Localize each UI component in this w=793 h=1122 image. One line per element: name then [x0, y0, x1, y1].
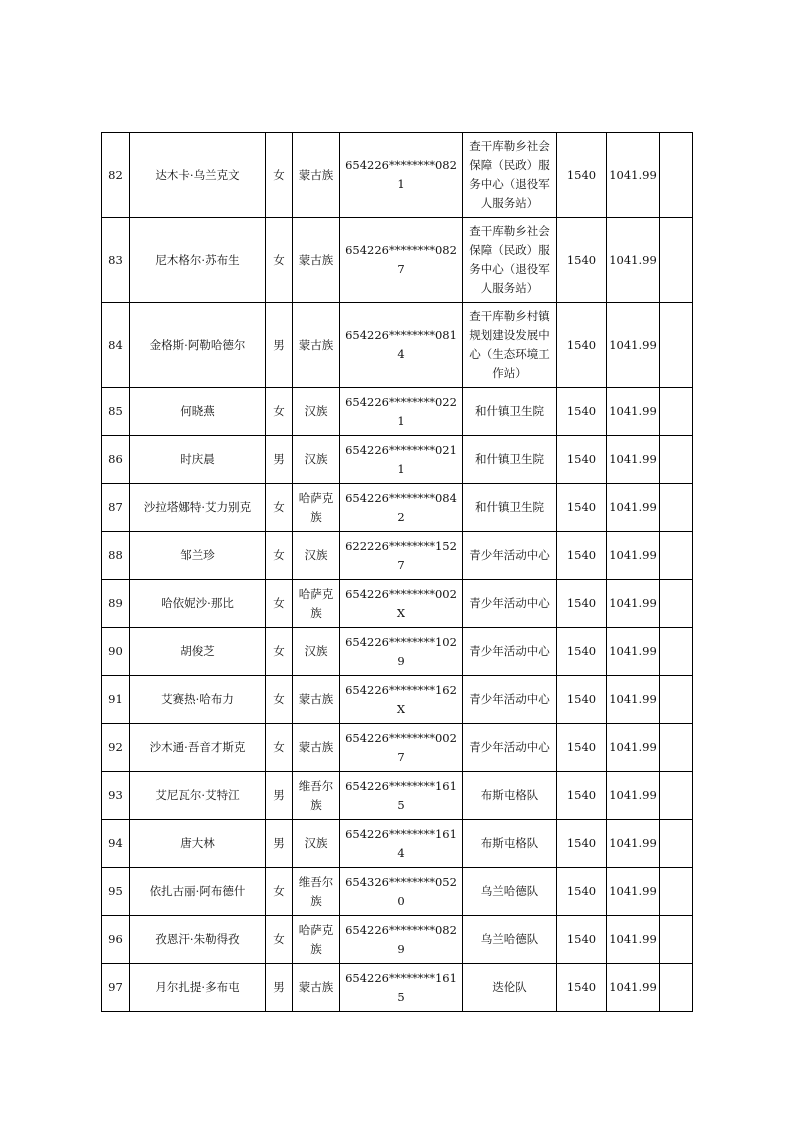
table-row: [102, 868, 693, 916]
amount-1-cell: 1540: [557, 218, 607, 303]
amount-1-cell: 1540: [557, 724, 607, 772]
id-number-cell: 654226********002X: [340, 580, 463, 628]
name-cell: 月尔扎提·多布屯: [130, 964, 266, 1012]
table-row: [102, 964, 693, 1012]
note-cell: [660, 218, 693, 303]
ethnicity-cell: 汉族: [293, 532, 340, 580]
name-cell: 时庆晨: [130, 436, 266, 484]
note-cell: [660, 820, 693, 868]
id-number-cell: 654226********0221: [340, 388, 463, 436]
name-cell: 哈依妮沙·那比: [130, 580, 266, 628]
work-unit-cell: 青少年活动中心: [463, 628, 557, 676]
ethnicity-cell: 蒙古族: [293, 303, 340, 388]
name-cell: 艾尼瓦尔·艾特江: [130, 772, 266, 820]
note-cell: [660, 724, 693, 772]
amount-1-cell: 1540: [557, 436, 607, 484]
note-cell: [660, 532, 693, 580]
row-number-cell: 96: [102, 916, 130, 964]
table-row: [102, 772, 693, 820]
work-unit-cell: 查干库勒乡社会保障（民政）服务中心（退役军人服务站）: [463, 218, 557, 303]
ethnicity-cell: 哈萨克族: [293, 916, 340, 964]
amount-2-cell: 1041.99: [607, 484, 660, 532]
id-number-cell: 654226********0027: [340, 724, 463, 772]
ethnicity-cell: 汉族: [293, 820, 340, 868]
id-number-cell: 654226********0814: [340, 303, 463, 388]
amount-2-cell: 1041.99: [607, 964, 660, 1012]
ethnicity-cell: 汉族: [293, 388, 340, 436]
name-cell: 艾赛热·哈布力: [130, 676, 266, 724]
work-unit-cell: 和什镇卫生院: [463, 388, 557, 436]
row-number-cell: 88: [102, 532, 130, 580]
row-number-cell: 86: [102, 436, 130, 484]
row-number-cell: 97: [102, 964, 130, 1012]
gender-cell: 女: [266, 580, 293, 628]
work-unit-cell: 青少年活动中心: [463, 532, 557, 580]
id-number-cell: 654226********1614: [340, 820, 463, 868]
amount-2-cell: 1041.99: [607, 388, 660, 436]
id-number-cell: 654226********162X: [340, 676, 463, 724]
work-unit-cell: 查干库勒乡村镇规划建设发展中心（生态环境工作站）: [463, 303, 557, 388]
name-cell: 沙拉塔娜特·艾力别克: [130, 484, 266, 532]
work-unit-cell: 青少年活动中心: [463, 724, 557, 772]
gender-cell: 男: [266, 772, 293, 820]
note-cell: [660, 964, 693, 1012]
work-unit-cell: 乌兰哈德队: [463, 916, 557, 964]
row-number-cell: 89: [102, 580, 130, 628]
name-cell: 何晓燕: [130, 388, 266, 436]
ethnicity-cell: 哈萨克族: [293, 580, 340, 628]
id-number-cell: 654226********0211: [340, 436, 463, 484]
ethnicity-cell: 哈萨克族: [293, 484, 340, 532]
note-cell: [660, 628, 693, 676]
amount-2-cell: 1041.99: [607, 916, 660, 964]
row-number-cell: 94: [102, 820, 130, 868]
row-number-cell: 91: [102, 676, 130, 724]
gender-cell: 男: [266, 820, 293, 868]
amount-1-cell: 1540: [557, 676, 607, 724]
gender-cell: 男: [266, 964, 293, 1012]
gender-cell: 女: [266, 868, 293, 916]
gender-cell: 女: [266, 484, 293, 532]
work-unit-cell: 布斯屯格队: [463, 820, 557, 868]
amount-2-cell: 1041.99: [607, 133, 660, 218]
row-number-cell: 84: [102, 303, 130, 388]
note-cell: [660, 676, 693, 724]
note-cell: [660, 436, 693, 484]
row-number-cell: 93: [102, 772, 130, 820]
note-cell: [660, 868, 693, 916]
ethnicity-cell: 维吾尔族: [293, 772, 340, 820]
gender-cell: 女: [266, 676, 293, 724]
name-cell: 唐大林: [130, 820, 266, 868]
table-row: [102, 820, 693, 868]
amount-1-cell: 1540: [557, 916, 607, 964]
gender-cell: 女: [266, 628, 293, 676]
work-unit-cell: 布斯屯格队: [463, 772, 557, 820]
ethnicity-cell: 蒙古族: [293, 964, 340, 1012]
name-cell: 金格斯·阿勒哈德尔: [130, 303, 266, 388]
amount-2-cell: 1041.99: [607, 868, 660, 916]
roster-body: [102, 133, 693, 1012]
gender-cell: 男: [266, 303, 293, 388]
amount-2-cell: 1041.99: [607, 218, 660, 303]
table-row: [102, 133, 693, 218]
row-number-cell: 87: [102, 484, 130, 532]
amount-1-cell: 1540: [557, 868, 607, 916]
note-cell: [660, 916, 693, 964]
amount-1-cell: 1540: [557, 628, 607, 676]
work-unit-cell: 青少年活动中心: [463, 580, 557, 628]
work-unit-cell: 和什镇卫生院: [463, 484, 557, 532]
table-row: [102, 724, 693, 772]
id-number-cell: 654226********0829: [340, 916, 463, 964]
table-row: [102, 388, 693, 436]
amount-2-cell: 1041.99: [607, 772, 660, 820]
table-row: [102, 436, 693, 484]
name-cell: 沙木通·吾音才斯克: [130, 724, 266, 772]
name-cell: 尼木格尔·苏布生: [130, 218, 266, 303]
amount-2-cell: 1041.99: [607, 532, 660, 580]
amount-2-cell: 1041.99: [607, 820, 660, 868]
table-row: [102, 628, 693, 676]
amount-1-cell: 1540: [557, 484, 607, 532]
roster-table: [101, 132, 693, 1012]
row-number-cell: 85: [102, 388, 130, 436]
id-number-cell: 654226********0842: [340, 484, 463, 532]
row-number-cell: 95: [102, 868, 130, 916]
table-row: [102, 484, 693, 532]
gender-cell: 女: [266, 916, 293, 964]
amount-1-cell: 1540: [557, 532, 607, 580]
name-cell: 胡俊芝: [130, 628, 266, 676]
id-number-cell: 654226********1615: [340, 964, 463, 1012]
note-cell: [660, 133, 693, 218]
ethnicity-cell: 蒙古族: [293, 218, 340, 303]
gender-cell: 女: [266, 133, 293, 218]
name-cell: 达木卡·乌兰克文: [130, 133, 266, 218]
note-cell: [660, 580, 693, 628]
table-row: [102, 532, 693, 580]
name-cell: 依扎古丽·阿布德什: [130, 868, 266, 916]
note-cell: [660, 388, 693, 436]
work-unit-cell: 迭伦队: [463, 964, 557, 1012]
amount-1-cell: 1540: [557, 772, 607, 820]
amount-1-cell: 1540: [557, 133, 607, 218]
note-cell: [660, 303, 693, 388]
ethnicity-cell: 汉族: [293, 628, 340, 676]
amount-1-cell: 1540: [557, 388, 607, 436]
id-number-cell: 622226********1527: [340, 532, 463, 580]
row-number-cell: 83: [102, 218, 130, 303]
amount-1-cell: 1540: [557, 820, 607, 868]
note-cell: [660, 484, 693, 532]
work-unit-cell: 查干库勒乡社会保障（民政）服务中心（退役军人服务站）: [463, 133, 557, 218]
gender-cell: 男: [266, 436, 293, 484]
row-number-cell: 82: [102, 133, 130, 218]
amount-2-cell: 1041.99: [607, 724, 660, 772]
name-cell: 孜恩汗·朱勒得孜: [130, 916, 266, 964]
amount-2-cell: 1041.99: [607, 628, 660, 676]
amount-2-cell: 1041.99: [607, 436, 660, 484]
amount-1-cell: 1540: [557, 303, 607, 388]
id-number-cell: 654226********1615: [340, 772, 463, 820]
work-unit-cell: 青少年活动中心: [463, 676, 557, 724]
table-row: [102, 676, 693, 724]
ethnicity-cell: 蒙古族: [293, 133, 340, 218]
table-row: [102, 580, 693, 628]
gender-cell: 女: [266, 532, 293, 580]
id-number-cell: 654226********0827: [340, 218, 463, 303]
table-row: [102, 218, 693, 303]
ethnicity-cell: 蒙古族: [293, 724, 340, 772]
amount-1-cell: 1540: [557, 964, 607, 1012]
work-unit-cell: 乌兰哈德队: [463, 868, 557, 916]
work-unit-cell: 和什镇卫生院: [463, 436, 557, 484]
gender-cell: 女: [266, 388, 293, 436]
table-row: [102, 916, 693, 964]
id-number-cell: 654326********0520: [340, 868, 463, 916]
row-number-cell: 92: [102, 724, 130, 772]
amount-2-cell: 1041.99: [607, 676, 660, 724]
id-number-cell: 654226********0821: [340, 133, 463, 218]
table-row: [102, 303, 693, 388]
ethnicity-cell: 蒙古族: [293, 676, 340, 724]
amount-1-cell: 1540: [557, 580, 607, 628]
ethnicity-cell: 维吾尔族: [293, 868, 340, 916]
ethnicity-cell: 汉族: [293, 436, 340, 484]
row-number-cell: 90: [102, 628, 130, 676]
note-cell: [660, 772, 693, 820]
gender-cell: 女: [266, 218, 293, 303]
amount-2-cell: 1041.99: [607, 580, 660, 628]
gender-cell: 女: [266, 724, 293, 772]
id-number-cell: 654226********1029: [340, 628, 463, 676]
amount-2-cell: 1041.99: [607, 303, 660, 388]
name-cell: 邹兰珍: [130, 532, 266, 580]
